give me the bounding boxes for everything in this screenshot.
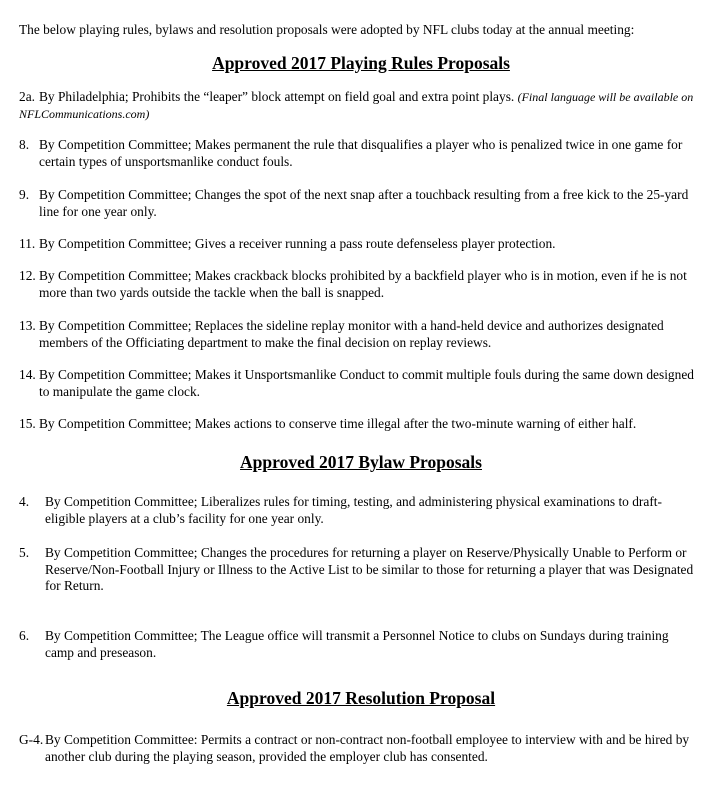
item-number: 9. xyxy=(19,187,30,202)
item-text: By Competition Committee; Replaces the sideline replay monitor with a hand-held device and authorizes designated members of the Officiating department to make the final decision on replay reviews. xyxy=(39,318,664,350)
rule-item-8 xyxy=(19,137,699,170)
item-text: By Competition Committee: Permits a contract or non-contract non-football employee to interview with and be hired by another club during the playing season, provided the employer club has consented. xyxy=(45,732,690,764)
bylaw-item-6 xyxy=(19,628,699,661)
item-number: 2a. xyxy=(19,89,35,104)
playing-rules-heading: Approved 2017 Playing Rules Proposals xyxy=(212,53,510,73)
item-text: By Competition Committee; Makes it Unsportsmanlike Conduct to commit multiple fouls during the same down designed to manipulate the game clock. xyxy=(39,367,694,399)
rule-item-15 xyxy=(19,416,699,433)
item-number: 15. xyxy=(19,416,36,431)
rule-item-2a xyxy=(19,89,699,122)
intro-text: The below playing rules, bylaws and resolution proposals were adopted by NFL clubs today at the annual meeting: xyxy=(19,22,635,37)
item-number: 8. xyxy=(19,137,30,152)
item-number: 4. xyxy=(19,494,30,509)
rule-item-11 xyxy=(19,236,699,253)
item-number: 5. xyxy=(19,545,30,560)
item-text: By Competition Committee; Makes permanent the rule that disqualifies a player who is penalized twice in one game for certain types of unsportsmanlike conduct fouls. xyxy=(39,137,683,169)
item-note: (Final language will be available on NFLCommunications.com) xyxy=(19,90,694,121)
item-number: 14. xyxy=(19,367,36,382)
rule-item-12 xyxy=(19,268,699,301)
item-text: By Competition Committee; Makes crackback blocks prohibited by a backfield player who is in motion, even if he is not more than two yards outside the tackle when the ball is snapped. xyxy=(39,268,687,300)
item-text: By Competition Committee; Gives a receiver running a pass route defenseless player protection. xyxy=(39,236,556,251)
item-number: 13. xyxy=(19,318,36,333)
item-number: G-4. xyxy=(19,732,44,747)
bylaw-heading: Approved 2017 Bylaw Proposals xyxy=(240,452,482,472)
item-text: By Competition Committee; The League office will transmit a Personnel Notice to clubs on Sundays during training camp and preseason. xyxy=(45,628,669,660)
resolution-item-g4 xyxy=(19,732,699,765)
rule-item-9 xyxy=(19,187,699,220)
resolution-heading: Approved 2017 Resolution Proposal xyxy=(226,688,496,708)
bylaw-item-5 xyxy=(19,545,699,595)
item-text: By Competition Committee; Makes actions to conserve time illegal after the two-minute warning of either half. xyxy=(39,416,637,431)
item-number: 12. xyxy=(19,268,36,283)
item-text: By Competition Committee; Changes the spot of the next snap after a touchback resulting from a free kick to the 25-yard line for one year only. xyxy=(39,187,689,219)
rule-item-13 xyxy=(19,318,699,351)
item-text: By Philadelphia; Prohibits the “leaper” block attempt on field goal and extra point plays. xyxy=(39,89,515,104)
rule-item-14 xyxy=(19,367,699,400)
item-number: 11. xyxy=(19,236,36,251)
item-number: 6. xyxy=(19,628,30,643)
item-text: By Competition Committee; Changes the procedures for returning a player on Reserve/Physically Unable to Perform or Reserve/Non-Football Injury or Illness to the Active List to be similar to those for returning a player that was Designated for Return. xyxy=(45,545,694,593)
bylaw-item-4 xyxy=(19,494,699,527)
item-text: By Competition Committee; Liberalizes rules for timing, testing, and administering physical examinations to draft-eligible players at a club’s facility for one year only. xyxy=(45,494,662,526)
